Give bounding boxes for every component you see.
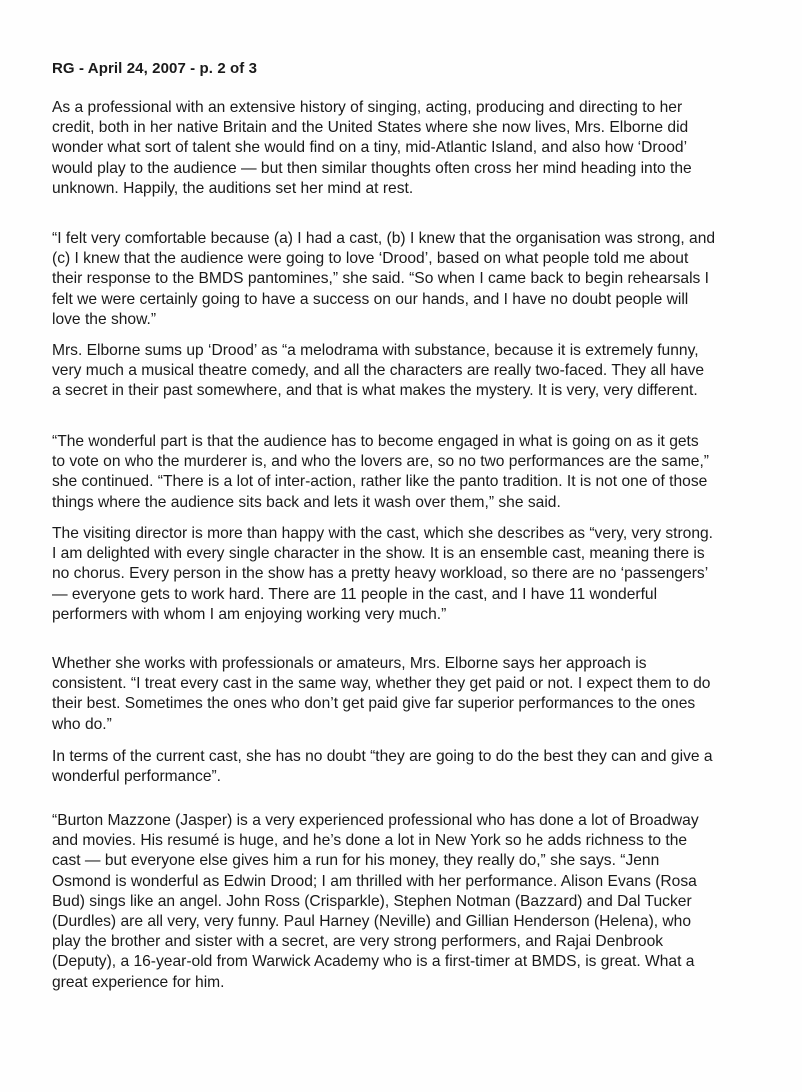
paragraph [52,229,772,330]
text-line: love the show.” [52,310,157,328]
text-line: play the brother and sister with a secret, are very strong performers, and Rajai Denbrook [52,933,664,951]
text-line: I am delighted with every single character in the show. It is an ensemble cast, meaning there is [52,545,705,563]
text-line: (Durdles) are all very, very funny. Paul Harney (Neville) and Gillian Henderson (Helena), who [52,913,692,931]
text-line: their response to the BMDS pantomines,” she said. “So when I came back to begin rehearsals I [52,270,710,288]
text-line: no chorus. Every person in the show has a pretty heavy workload, so there are no ‘passengers’ [52,565,709,583]
text-line: to vote on who the murderer is, and who the lovers are, so no two performances are the same,” [52,453,710,471]
text-line: a secret in their past somewhere, and that is what makes the mystery. It is very, very different. [52,382,698,400]
text-line: things where the audience sits back and lets it wash over them,” she said. [52,493,561,511]
text-line: great experience for him. [52,973,225,991]
text-line: “The wonderful part is that the audience has to become engaged in what is going on as it gets [52,433,699,450]
text-line: Whether she works with professionals or amateurs, Mrs. Elborne says her approach is [52,655,647,672]
text-line: Bud) sings like an angel. John Ross (Crisparkle), Stephen Notman (Bazzard) and Dal Tucker [52,892,692,910]
text-line: Osmond is wonderful as Edwin Drood; I am thrilled with her performance. Alison Evans (Rosa [52,872,697,890]
text-line: Mrs. Elborne sums up ‘Drood’ as “a melodrama with substance, because it is extremely funny, [52,342,699,359]
paragraph [52,98,772,199]
text-line: As a professional with an extensive history of singing, acting, producing and directing to her [52,99,683,116]
text-line: their best. Sometimes the ones who don’t get paid give far superior performances to the ones [52,695,696,713]
text-line: cast — but everyone else gives him a run for his money, they really do,” she says. “Jenn [52,852,660,870]
paragraph [52,654,772,735]
paragraph [52,811,772,993]
text-line: credit, both in her native Britain and the United States where she now lives, Mrs. Elborne did [52,119,689,137]
text-line: consistent. “I treat every cast in the same way, whether they get paid or not. I expect them to do [52,675,711,693]
text-line: In terms of the current cast, she has no doubt “they are going to do the best they can and give a [52,748,713,765]
text-line: performers with whom I am enjoying working very much.” [52,605,447,623]
paragraph [52,524,772,625]
text-line: would play to the audience — but then similar thoughts often cross her mind heading into the [52,159,692,177]
text-line: very much a musical theatre comedy, and all the characters are really two-faced. They all have [52,362,705,380]
text-line: The visiting director is more than happy with the cast, which she describes as “very, very strong. [52,525,713,542]
text-line: “I felt very comfortable because (a) I had a cast, (b) I knew that the organisation was strong, and [52,230,716,247]
paragraph [52,432,772,513]
page-header: RG - April 24, 2007 - p. 2 of 3 [52,60,258,77]
text-line: she continued. “There is a lot of inter-action, rather like the panto tradition. It is not one of those [52,473,708,491]
text-line: wonderful performance”. [52,768,222,786]
paragraph [52,341,772,402]
text-line: — everyone gets to work hard. There are 11 people in the cast, and I have 11 wonderful [52,585,658,603]
text-line: “Burton Mazzone (Jasper) is a very experienced professional who has done a lot of Broadway [52,812,699,829]
text-line: (c) I knew that the audience were going to love ‘Drood’, based on what people told me about [52,250,689,268]
text-line: felt we were certainly going to have a success on our hands, and I have no doubt people will [52,290,689,308]
text-line: and movies. His resumé is huge, and he’s done a lot in New York so he adds richness to the [52,832,688,850]
text-line: unknown. Happily, the auditions set her mind at rest. [52,179,414,197]
text-line: (Deputy), a 16-year-old from Warwick Academy who is a first-timer at BMDS, is great. What a [52,953,695,971]
text-line: wonder what sort of talent she would find on a tiny, mid-Atlantic Island, and also how ‘Drood’ [52,139,688,157]
paragraph [52,747,772,787]
text-line: who do.” [52,715,112,733]
